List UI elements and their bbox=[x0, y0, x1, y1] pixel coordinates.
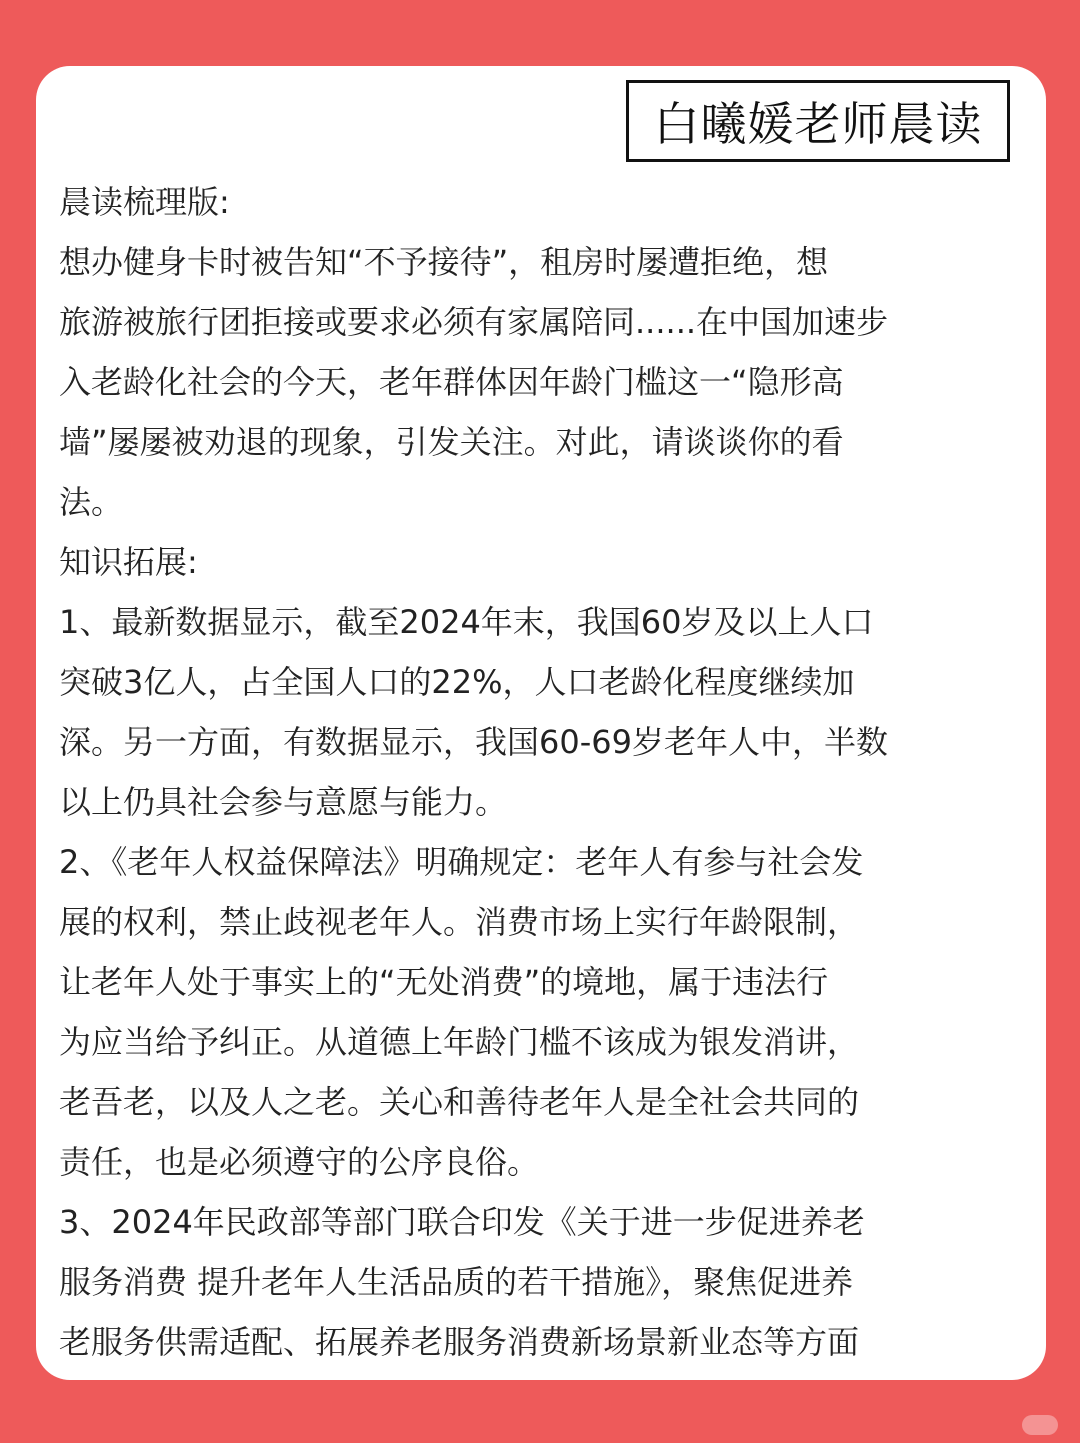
text-line: 知识拓展: bbox=[59, 543, 198, 581]
text-line: 服务消费 提升老年人生活品质的若干措施》，聚焦促进养 bbox=[59, 1263, 854, 1301]
text-line: 为应当给予纠正。从道德上年龄门槛不该成为银发消讲， bbox=[59, 1023, 860, 1061]
text-line: 1、最新数据显示，截至2024年末，我国60岁及以上人口 bbox=[59, 603, 874, 641]
text-line: 入老龄化社会的今天，老年群体因年龄门槛这一“隐形高 bbox=[59, 363, 844, 401]
text-line: 晨读梳理版: bbox=[59, 183, 230, 221]
watermark-badge bbox=[1022, 1415, 1058, 1435]
text-line: 深。另一方面，有数据显示，我国60-69岁老年人中，半数 bbox=[59, 723, 888, 761]
text-line: 3、2024年民政部等部门联合印发《关于进一步促进养老 bbox=[59, 1203, 865, 1241]
text-line: 法。 bbox=[59, 483, 124, 521]
text-line: 想办健身卡时被告知“不予接待”，租房时屡遭拒绝，想 bbox=[59, 243, 829, 281]
text-line: 墙”屡屡被劝退的现象，引发关注。对此，请谈谈你的看 bbox=[59, 423, 844, 461]
text-line: 老服务供需适配、拓展养老服务消费新场景新业态等方面 bbox=[59, 1323, 860, 1361]
text-line: 以上仍具社会参与意愿与能力。 bbox=[59, 783, 508, 821]
text-line: 老吾老，以及人之老。关心和善待老年人是全社会共同的 bbox=[59, 1083, 860, 1121]
text-line: 让老年人处于事实上的“无处消费”的境地，属于违法行 bbox=[59, 963, 829, 1001]
text-line: 2、《老年人权益保障法》明确规定：老年人有参与社会发 bbox=[59, 843, 864, 881]
text-line: 旅游被旅行团拒接或要求必须有家属陪同......在中国加速步 bbox=[59, 303, 889, 341]
text-line: 责任，也是必须遵守的公序良俗。 bbox=[59, 1143, 540, 1181]
article-body bbox=[59, 172, 1021, 1372]
content-card bbox=[36, 66, 1046, 1380]
text-line: 展的权利，禁止歧视老年人。消费市场上实行年龄限制， bbox=[59, 903, 860, 941]
header-title: 白曦媛老师晨读 bbox=[626, 80, 1010, 162]
text-line: 突破3亿人，占全国人口的22%，人口老龄化程度继续加 bbox=[59, 663, 855, 701]
